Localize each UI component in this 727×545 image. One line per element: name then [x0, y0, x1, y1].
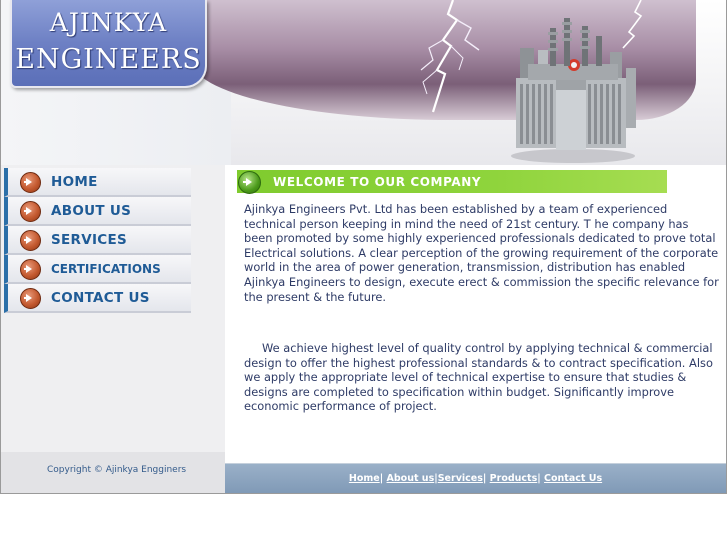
arrow-circle-icon: [20, 259, 41, 280]
quality-paragraph: We achieve highest level of quality control by applying technical & commercial design to offer the highest professional standards & to contract specification. Also we apply the appropriate level of technical expertise to ensure that studies & designs are completed to specification within budget. Significantly improve economic performance of project.: [244, 341, 713, 414]
nav-item-certifications[interactable]: [4, 255, 191, 284]
arrow-circle-icon: [238, 171, 261, 194]
arrow-circle-icon: [20, 172, 41, 193]
logo-line-2: ENGINEERS: [15, 44, 202, 75]
copyright-text: Copyright © Ajinkya Engginers: [47, 465, 187, 475]
footer-link-home[interactable]: Home: [348, 473, 380, 484]
logo-line-1: AJINKYA: [49, 8, 168, 37]
nav-item-label: CONTACT US: [51, 290, 150, 306]
copyright-bar: [1, 452, 225, 493]
arrow-circle-icon: [20, 230, 41, 251]
lightning-icon: [393, 0, 493, 115]
intro-paragraph: Ajinkya Engineers Pvt. Ltd has been established by a team of experienced technical person keeping in mind the need of 21st century. T he company has been promoted by some highly experienced professionals dedicated to prove total Electrical solutions. A clear perception of the growing requirement of the corporate world in the area of power generation, transmission, distribution has enabled Ajinkya Engineers to design, execute erect & commission the specific relevance for the present & the future.: [244, 202, 719, 304]
nav-item-home[interactable]: [4, 168, 191, 197]
arrow-circle-icon: [20, 288, 41, 309]
footer-bar: [225, 463, 726, 494]
footer-link-about-us[interactable]: About us: [386, 473, 435, 484]
nav-item-services[interactable]: [4, 226, 191, 255]
footer-link-contact-us[interactable]: Contact Us: [544, 473, 603, 484]
nav-item-about-us[interactable]: [4, 197, 191, 226]
main-nav: [4, 168, 191, 313]
transformer-image: [498, 18, 648, 164]
footer-links: Home| About us|Services| Products| Contact Us: [348, 473, 603, 484]
left-sidebar: [1, 165, 225, 493]
nav-item-label: SERVICES: [51, 232, 128, 248]
footer-link-services[interactable]: Services: [437, 473, 483, 484]
nav-item-label: HOME: [51, 174, 98, 190]
section-heading-bar: [237, 170, 667, 193]
nav-item-contact-us[interactable]: [4, 284, 191, 313]
footer-link-products[interactable]: Products: [489, 473, 538, 484]
header-banner: [1, 0, 726, 165]
nav-item-label: ABOUT US: [51, 203, 132, 219]
company-logo[interactable]: [10, 0, 207, 88]
arrow-circle-icon: [20, 201, 41, 222]
nav-item-label: CERTIFICATIONS: [51, 262, 161, 276]
section-heading: WELCOME TO OUR COMPANY: [273, 175, 482, 189]
